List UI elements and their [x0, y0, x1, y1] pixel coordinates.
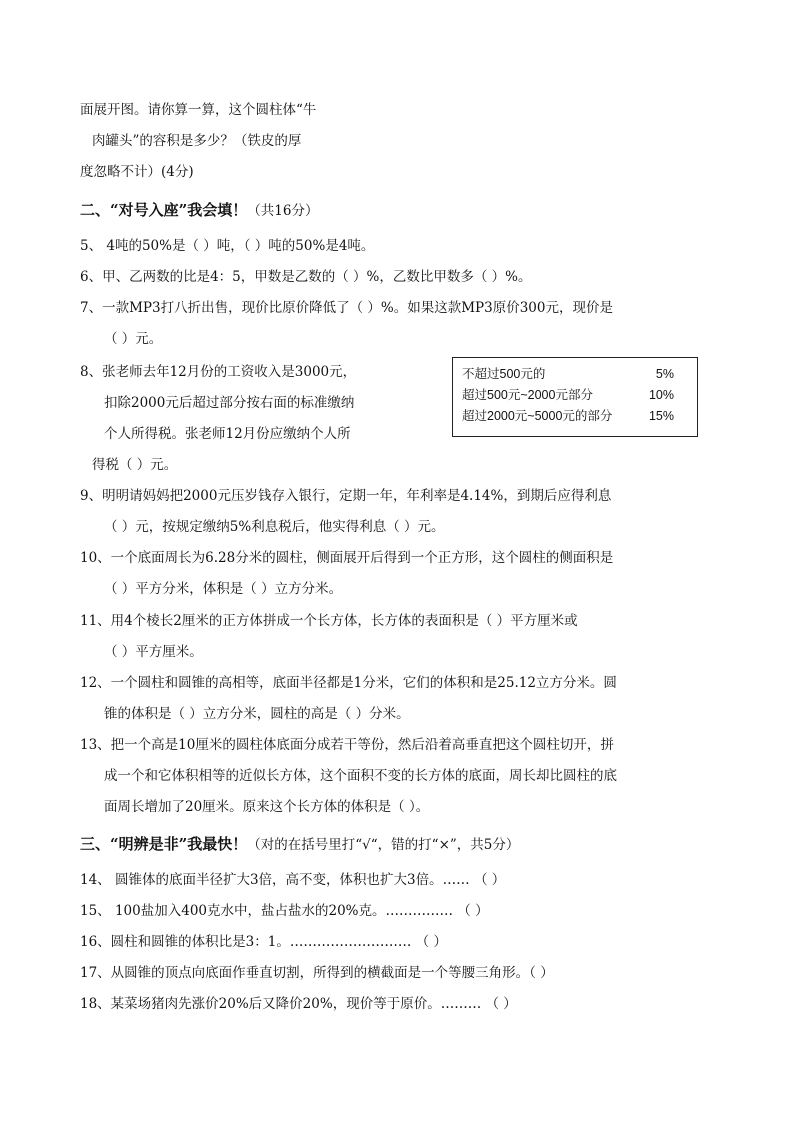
tax-rate: 15% [648, 409, 674, 423]
question-11-line-1: 11、用4个棱长2厘米的正方体拼成一个长方体，长方体的表面积是（ ）平方厘米或 [80, 613, 578, 629]
tax-row [462, 364, 688, 384]
question-10-line-2: （ ）平方分米，体积是（ ）立方分米。 [104, 581, 343, 597]
section-3-heading [80, 834, 519, 855]
question-16: 16、圆柱和圆锥的体积比是3：1。……………………… （ ） [80, 934, 447, 950]
tax-row [462, 406, 688, 426]
question-9-line-2: （ ）元，按规定缴纳5%利息税后，他实得利息（ ）元。 [104, 519, 445, 535]
question-13-line-1: 13、把一个高是10厘米的圆柱体底面分成若干等份，然后沿着高垂直把这个圆柱切开，拼 [80, 737, 614, 753]
question-14: 14、 圆锥体的底面半径扩大3倍，高不变，体积也扩大3倍。…… （ ） [80, 872, 506, 888]
tax-rate: 5% [655, 367, 674, 381]
question-11-line-2: （ ）平方厘米。 [104, 644, 203, 660]
question-9-line-1: 9、明明请妈妈把2000元压岁钱存入银行，定期一年，年利率是4.14%，到期后应得利息 [80, 488, 612, 504]
tax-range: 不超过500元的 [462, 367, 546, 381]
question-6: 6、甲、乙两数的比是4：5，甲数是乙数的（ ）%，乙数比甲数多（ ）%。 [80, 269, 532, 285]
section-2-heading [80, 200, 318, 221]
tax-range: 超过500元~2000元部分 [462, 388, 593, 402]
question-18: 18、某菜场猪肉先涨价20%后又降价20%，现价等于原价。……… （ ） [80, 996, 517, 1012]
intro-line-3: 度忽略不计）(4分) [80, 164, 194, 180]
tax-rate-table [452, 357, 698, 437]
section-3-title: 三、“明辨是非”我最快！ [80, 835, 248, 853]
question-8-line-2: 扣除2000元后超过部分按右面的标准缴纳 [104, 395, 355, 411]
section-2-title: 二、“对号入座”我会填！ [80, 201, 248, 219]
question-12-line-2: 锥的体积是（ ）立方分米，圆柱的高是（ ）分米。 [104, 706, 410, 722]
question-17: 17、从圆锥的顶点向底面作垂直切割，所得到的横截面是一个等腰三角形。（ ） [80, 965, 554, 981]
question-15: 15、 100盐加入400克水中，盐占盐水的20%克。…………… （ ） [80, 903, 489, 919]
tax-range: 超过2000元~5000元的部分 [462, 409, 613, 423]
intro-line-1: 面展开图。请你算一算，这个圆柱体“牛 [80, 102, 317, 118]
section-3-note: （对的在括号里打“√“，错的打“×”，共5分） [247, 837, 520, 853]
question-13-line-3: 面周长增加了20厘米。原来这个长方体的体积是（ ）。 [104, 799, 430, 815]
question-8-line-3: 个人所得税。张老师12月份应缴纳个人所 [104, 426, 351, 442]
tax-row [462, 385, 688, 405]
question-8-line-4: 得税（ ）元。 [92, 457, 178, 473]
tax-rate: 10% [648, 388, 674, 402]
question-13-line-2: 成一个和它体积相等的近似长方体，这个面积不变的长方体的底面，周长却比圆柱的底 [104, 768, 617, 784]
section-2-note: （共16分） [247, 203, 319, 219]
question-5: 5、 4吨的50%是（ ）吨，（ ）吨的50%是4吨。 [80, 238, 375, 254]
question-12-line-1: 12、一个圆柱和圆锥的高相等，底面半径都是1分米，它们的体积和是25.12立方分米。圆 [80, 675, 617, 691]
question-10-line-1: 10、一个底面周长为6.28分米的圆柱，侧面展开后得到一个正方形，这个圆柱的侧面积是 [80, 550, 614, 566]
question-7-line-2: （ ）元。 [104, 331, 163, 347]
intro-line-2: 肉罐头”的容积是多少？（铁皮的厚 [92, 133, 302, 149]
question-8-line-1: 8、张老师去年12月份的工资收入是3000元， [80, 364, 357, 380]
question-7-line-1: 7、一款MP3打八折出售，现价比原价降低了（ ）%。如果这款MP3原价300元，现价是 [80, 300, 613, 316]
